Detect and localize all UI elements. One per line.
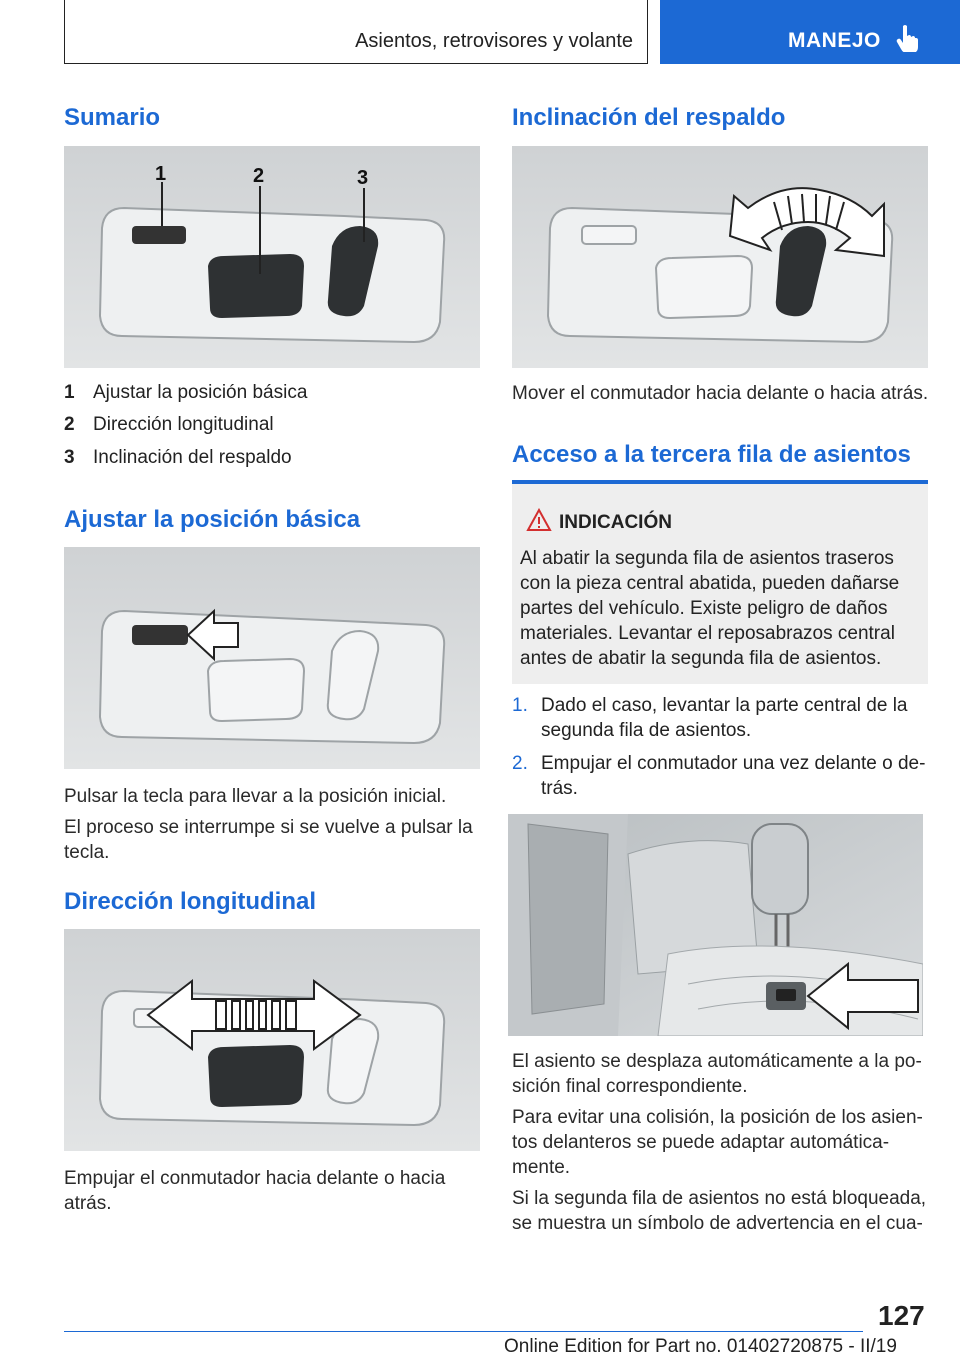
step-text: Dado el caso, levantar la parte central de la: [541, 695, 908, 716]
list-text: Ajustar la posición básica: [93, 382, 308, 403]
list-text: Dirección longitudinal: [93, 414, 274, 435]
header-section-box: [64, 0, 648, 64]
paragraph: tecla.: [64, 842, 110, 863]
heading-posicion-basica: Ajustar la posición básica: [64, 506, 361, 533]
note-title: INDICACIÓN: [559, 512, 672, 533]
step-text: segunda fila de asientos.: [541, 720, 752, 741]
step-number: 2.: [512, 753, 528, 774]
heading-direccion-longitudinal: Dirección longitudinal: [64, 888, 317, 915]
callout-1: 1: [155, 163, 167, 185]
edition-note: Online Edition for Part no. 01402720875 - II/19: [504, 1336, 897, 1357]
step-number: 1.: [512, 695, 528, 716]
paragraph: se muestra un símbolo de advertencia en el cua-: [512, 1213, 923, 1234]
header-chapter-label: MANEJO: [788, 29, 881, 52]
step-text: trás.: [541, 778, 578, 799]
paragraph: Pulsar la tecla para llevar a la posición inicial.: [64, 786, 447, 807]
note-line: materiales. Levantar el reposabrazos central: [520, 623, 895, 644]
header-section-title: Asientos, retrovisores y volante: [355, 30, 633, 52]
page-number: 127: [878, 1300, 925, 1331]
footer-divider: [64, 1331, 863, 1332]
note-box: [512, 480, 928, 684]
hand-pointer-icon: [896, 24, 918, 52]
paragraph: El asiento se desplaza automáticamente a la po-: [512, 1051, 922, 1072]
list-number: 1: [64, 382, 75, 403]
note-body: [520, 546, 920, 671]
figure-longitudinal-switch: [64, 929, 480, 1151]
note-line: Al abatir la segunda fila de asientos traseros: [520, 548, 894, 569]
paragraph: sición final correspondiente.: [512, 1076, 748, 1097]
list-text: Inclinación del respaldo: [93, 447, 292, 468]
figure-backrest-switch: [512, 146, 928, 368]
heading-tercera-fila: Acceso a la tercera fila de asientos: [512, 441, 911, 468]
list-number: 3: [64, 447, 75, 468]
paragraph: atrás.: [64, 1193, 112, 1214]
header-chapter-tab: [660, 0, 960, 64]
list-number: 2: [64, 414, 75, 435]
paragraph: El proceso se interrumpe si se vuelve a pulsar la: [64, 817, 473, 838]
paragraph: mente.: [512, 1157, 571, 1178]
warning-triangle-icon: [526, 508, 552, 532]
heading-sumario: Sumario: [64, 104, 161, 131]
step-text: Empujar el conmutador una vez delante o de-: [541, 753, 926, 774]
paragraph: Si la segunda fila de asientos no está bloqueada,: [512, 1188, 927, 1209]
callout-3: 3: [357, 167, 369, 189]
paragraph: Empujar el conmutador hacia delante o hacia: [64, 1168, 446, 1189]
callout-2: 2: [253, 165, 265, 187]
paragraph: tos delanteros se puede adaptar automática-: [512, 1132, 890, 1153]
paragraph: Mover el conmutador hacia delante o hacia atrás.: [512, 383, 929, 404]
heading-inclinacion-respaldo: Inclinación del respaldo: [512, 104, 786, 131]
note-line: partes del vehículo. Existe peligro de daños: [520, 598, 888, 619]
note-line: con la pieza central abatida, pueden dañarse: [520, 573, 900, 594]
paragraph: Para evitar una colisión, la posición de los asien-: [512, 1107, 923, 1128]
figure-basic-position-button: [64, 547, 480, 769]
note-line: antes de abatir la segunda fila de asientos.: [520, 648, 882, 669]
figure-third-row-access: [508, 814, 923, 1036]
figure-seat-controls-overview: [64, 146, 480, 368]
